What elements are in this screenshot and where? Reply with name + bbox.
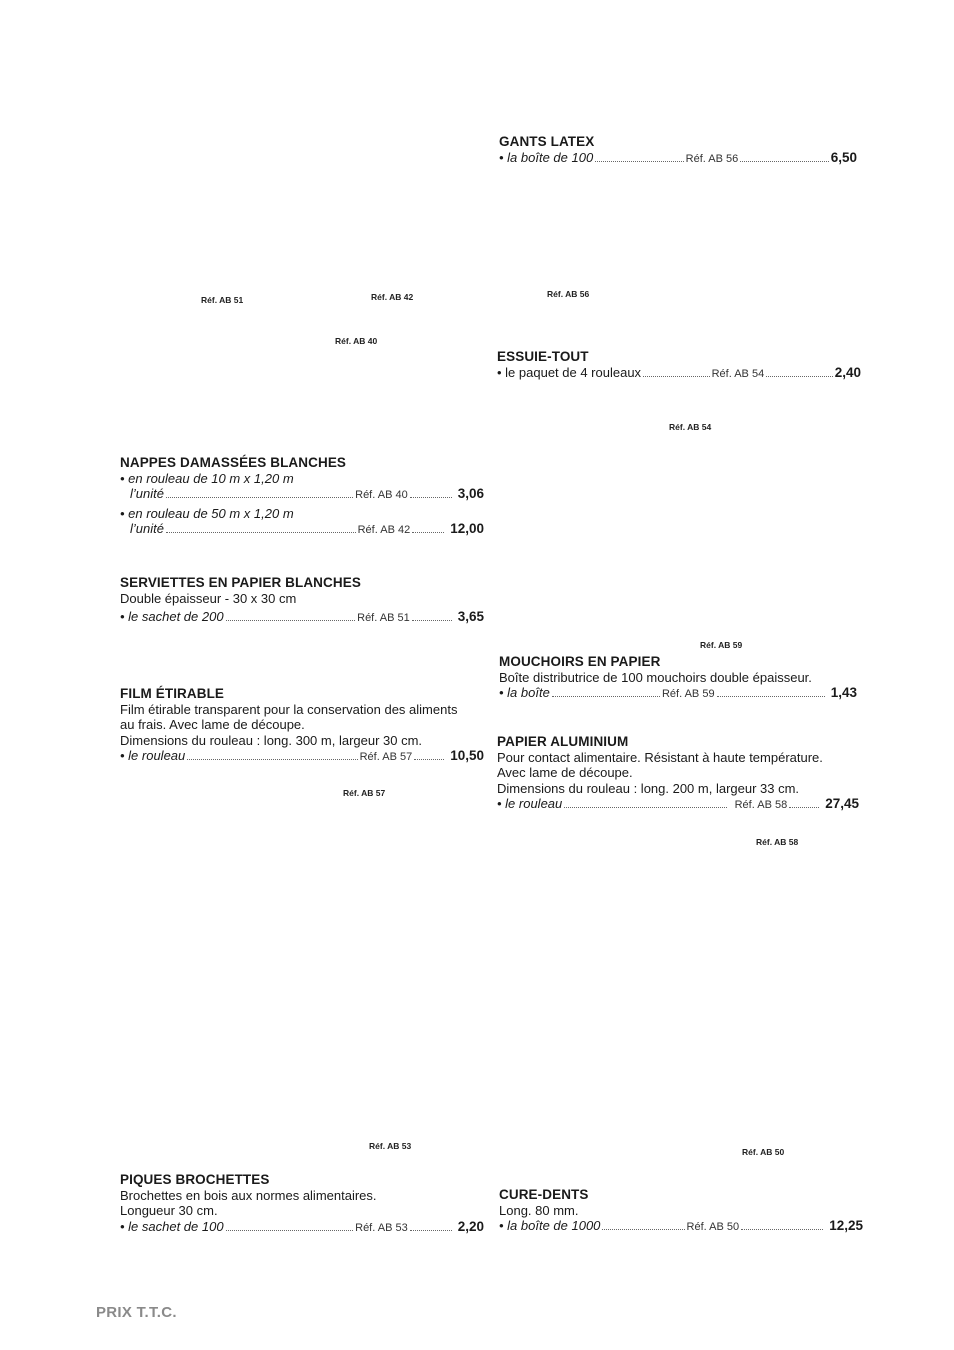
ref-code: Réf. AB 50 [686, 1221, 740, 1233]
item-label: • le rouleau [120, 748, 186, 763]
unit-label: l’unité [130, 486, 164, 501]
product-cure-dents [499, 1187, 863, 1236]
product-title: SERVIETTES EN PAPIER BLANCHES [120, 575, 361, 590]
product-title: PAPIER ALUMINIUM [497, 734, 629, 749]
dot-leader [412, 532, 444, 533]
product-essuie-tout [497, 349, 861, 382]
product-title: ESSUIE-TOUT [497, 349, 589, 364]
product-nappes [120, 455, 484, 539]
item-label: • en rouleau de 50 m x 1,20 m [120, 505, 294, 521]
dot-leader [166, 532, 356, 533]
product-description: Boîte distributrice de 100 mouchoirs double épaisseur. [499, 669, 812, 685]
ref-code: Réf. AB 57 [359, 751, 413, 763]
product-title: GANTS LATEX [499, 134, 595, 149]
price: 2,20 [457, 1218, 484, 1234]
dot-leader [552, 696, 660, 697]
item-label: • le rouleau [497, 796, 563, 811]
price-line [120, 521, 484, 539]
dot-leader [226, 1230, 354, 1231]
image-ref-ab50: Réf. AB 50 [742, 1147, 785, 1157]
price: 12,25 [829, 1218, 863, 1233]
dot-leader [412, 620, 452, 621]
item-label: • la boîte [499, 685, 550, 700]
ref-code: Réf. AB 53 [355, 1221, 408, 1234]
ref-code: Réf. AB 42 [357, 524, 411, 536]
image-ref-ab40: Réf. AB 40 [335, 336, 378, 346]
product-serviettes [120, 575, 484, 627]
dot-leader [741, 1229, 823, 1230]
dot-leader [789, 807, 819, 808]
product-title: FILM ÉTIRABLE [120, 686, 225, 701]
price-line [120, 609, 484, 627]
price: 27,45 [825, 796, 859, 811]
item-label: • le sachet de 100 [120, 1218, 224, 1234]
item-label: • la boîte de 1000 [499, 1218, 601, 1233]
price-line [497, 796, 859, 814]
image-ref-ab57: Réf. AB 57 [343, 788, 386, 798]
product-description: au frais. Avec lame de découpe. [120, 717, 305, 732]
product-description: Double épaisseur - 30 x 30 cm [120, 590, 297, 606]
dot-leader [410, 1230, 452, 1231]
dot-leader [564, 807, 726, 808]
product-mouchoirs [499, 654, 857, 703]
dot-leader [602, 1229, 684, 1230]
product-title: CURE-DENTS [499, 1187, 589, 1202]
price: 2,40 [834, 364, 861, 380]
dot-leader [414, 759, 444, 760]
product-film-etirable [120, 686, 484, 766]
price: 3,65 [457, 609, 484, 624]
image-ref-ab54: Réf. AB 54 [669, 422, 712, 432]
price-line [499, 150, 857, 168]
dot-leader [166, 497, 353, 498]
price-line [497, 365, 861, 383]
product-gants-latex [499, 134, 857, 167]
image-ref-ab56: Réf. AB 56 [547, 289, 590, 299]
item-label: • le sachet de 200 [120, 609, 224, 624]
price-line [499, 685, 857, 703]
unit-label: l’unité [130, 521, 164, 536]
price-line [120, 748, 484, 766]
product-description: Avec lame de découpe. [497, 765, 633, 780]
product-papier-aluminium [497, 734, 859, 814]
dot-leader [187, 759, 357, 760]
dot-leader [766, 376, 833, 377]
dot-leader [717, 696, 825, 697]
product-title: PIQUES BROCHETTES [120, 1172, 270, 1187]
image-ref-ab58: Réf. AB 58 [756, 837, 799, 847]
item-label: • en rouleau de 10 m x 1,20 m [120, 470, 294, 486]
price-line [499, 1218, 863, 1236]
ref-code: Réf. AB 40 [355, 489, 408, 501]
price: 3,06 [457, 486, 484, 501]
item-label: • la boîte de 100 [499, 149, 594, 165]
product-description: Film étirable transparent pour la conservation des aliments [120, 701, 458, 717]
item-label: • le paquet de 4 rouleaux [497, 364, 642, 380]
dot-leader [595, 161, 683, 162]
product-title: NAPPES DAMASSÉES BLANCHES [120, 455, 347, 470]
product-description: Longueur 30 cm. [120, 1203, 218, 1218]
ref-code: Réf. AB 58 [734, 799, 788, 811]
ref-code: Réf. AB 51 [357, 612, 410, 624]
image-ref-ab59: Réf. AB 59 [700, 640, 743, 650]
product-description: Dimensions du rouleau : long. 200 m, largeur 33 cm. [497, 780, 800, 796]
price: 10,50 [450, 748, 484, 763]
price: 1,43 [830, 685, 857, 700]
ref-code: Réf. AB 59 [661, 688, 715, 700]
dot-leader [226, 620, 356, 621]
product-description: Brochettes en bois aux normes alimentaires. [120, 1187, 377, 1203]
image-ref-ab53: Réf. AB 53 [369, 1141, 412, 1151]
image-ref-ab51: Réf. AB 51 [201, 295, 244, 305]
dot-leader [410, 497, 452, 498]
ref-code: Réf. AB 54 [711, 367, 765, 380]
price: 12,00 [450, 521, 484, 536]
price-line [120, 1219, 484, 1237]
product-title: MOUCHOIRS EN PAPIER [499, 654, 661, 669]
product-piques-brochettes [120, 1172, 484, 1236]
footer-prix-ttc: PRIX T.T.C. [96, 1304, 177, 1321]
price: 6,50 [830, 149, 857, 165]
dot-leader [643, 376, 710, 377]
product-description: Long. 80 mm. [499, 1202, 579, 1218]
dot-leader [740, 161, 828, 162]
ref-code: Réf. AB 56 [685, 152, 739, 165]
product-description: Dimensions du rouleau : long. 300 m, largeur 30 cm. [120, 732, 423, 748]
product-description: Pour contact alimentaire. Résistant à haute température. [497, 749, 823, 765]
price-line [120, 486, 484, 504]
image-ref-ab42: Réf. AB 42 [371, 292, 414, 302]
